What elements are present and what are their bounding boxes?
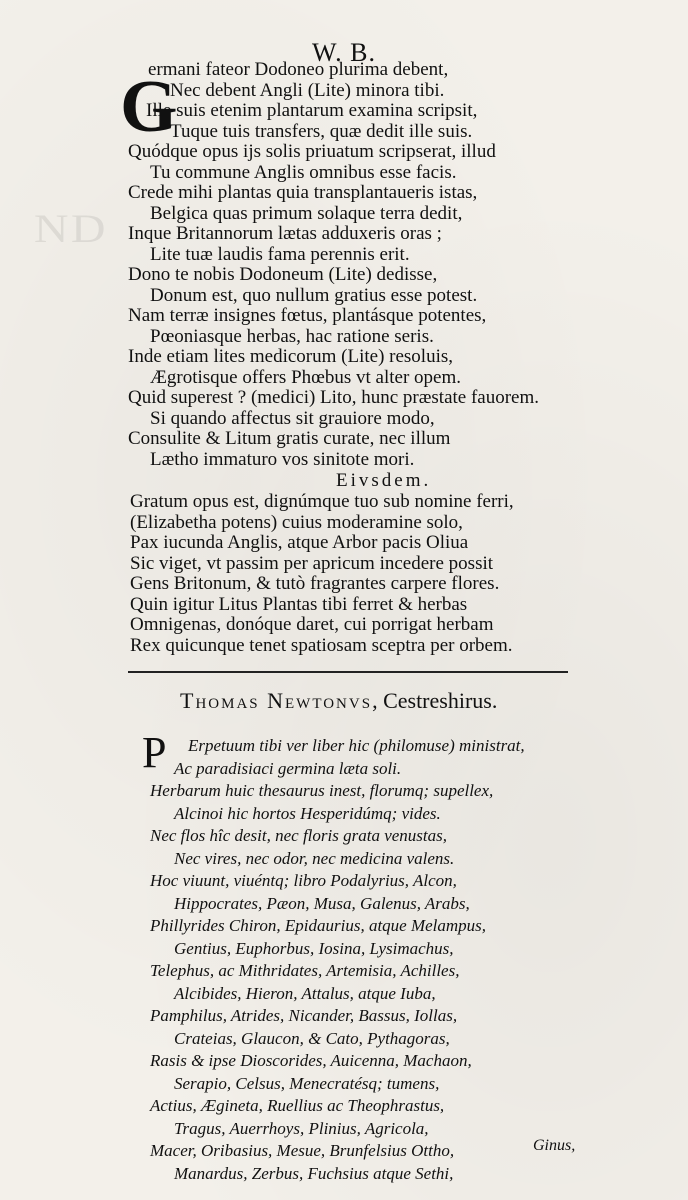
poem-line: Macer, Oribasius, Mesue, Brunfelsius Ottho, [150, 1141, 455, 1160]
poem-line: Actius, Ægineta, Ruellius ac Theophrastus, [150, 1096, 445, 1115]
poem-line: Lætho immaturo vos sinitote mori. [150, 448, 415, 470]
poem-line: Gens Britonum, & tutò fragrantes carpere flores. [130, 573, 500, 594]
poem-line: Belgica quas primum solaque terra dedit, [150, 202, 463, 224]
poem-line: Crateias, Glaucon, & Cato, Pythagoras, [174, 1028, 450, 1048]
poem-line: Pamphilus, Atrides, Nicander, Bassus, Iollas, [150, 1006, 458, 1025]
poem-line: Herbarum huic thesaurus inest, florumq; supellex, [150, 781, 494, 800]
section-divider [128, 671, 568, 673]
poem-line: Ægrotisque offers Phœbus vt alter opem. [150, 366, 461, 388]
poem-line-text: ermani fateor Dodoneo plurima debent, [148, 59, 449, 80]
poem-line: Gentius, Euphorbus, Iosina, Lysimachus, [174, 938, 454, 958]
poem-line: Rasis & ipse Dioscorides, Auicenna, Machaon, [150, 1051, 472, 1070]
poem-line: Alcinoi hic hortos Hesperidúmq; vides. [174, 803, 441, 823]
poem-line: Serapio, Celsus, Menecratésq; tumens, [174, 1073, 440, 1093]
catchword: Ginus, [533, 1137, 576, 1154]
drop-cap: P [142, 728, 167, 777]
poem-line: Donum est, quo nullum gratius esse potest. [150, 284, 478, 306]
poem-line: Pax iucunda Anglis, atque Arbor pacis Oliua [130, 532, 469, 553]
poem-line: Hippocrates, Pæon, Musa, Galenus, Arabs, [174, 893, 470, 913]
poem-line: Alcibides, Hieron, Attalus, atque Iuba, [174, 983, 436, 1003]
poem-line: Rex quicunque tenet spatiosam sceptra per orbem. [130, 634, 513, 656]
poem-line: Inde etiam lites medicorum (Lite) resoluis, [128, 346, 454, 367]
poem-line: Quid superest ? (medici) Lito, hunc præstate fauorem. [128, 387, 540, 408]
page-heading: W. B. [312, 38, 376, 67]
poem-line: (Elizabetha potens) cuius moderamine solo, [130, 511, 463, 533]
poem-line: Hoc viuunt, viuéntq; libro Podalyrius, Alcon, [150, 871, 457, 890]
poem-newton [142, 728, 660, 1185]
poem-line: Nec flos hîc desit, nec floris grata venustas, [150, 826, 447, 845]
author-place: , Cestreshirus. [372, 688, 498, 713]
poem-line: Lite tuæ laudis fama perennis erit. [150, 243, 410, 265]
author-heading [180, 688, 497, 714]
poem-line: Omnigenas, donóque daret, cui porrigat herbam [130, 614, 494, 635]
poem-line: Gratum opus est, dignúmque tuo sub nomine ferri, [130, 491, 514, 512]
poem-line: Nec debent Angli (Lite) minora tibi. [170, 79, 445, 101]
drop-cap: G [120, 66, 178, 148]
poem-line: Tragus, Auerrhoys, Plinius, Agricola, [174, 1118, 429, 1138]
poem-line: Inque Britannorum lætas adduxeris oras ; [128, 223, 442, 244]
poem-line: Nec vires, nec odor, nec medicina valens. [174, 848, 455, 868]
poem-line: Consulite & Litum gratis curate, nec illum [128, 428, 451, 449]
poem-eiusdem [130, 492, 650, 656]
poem-line: Crede mihi plantas quia transplantaueris istas, [128, 182, 478, 203]
poem-line: Dono te nobis Dodoneum (Lite) dedisse, [128, 264, 438, 285]
poem-line: Nam terræ insignes fœtus, plantásque potentes, [128, 305, 487, 326]
poem-line: Manardus, Zerbus, Fuchsius atque Sethi, [174, 1163, 454, 1183]
poem-line: Quódque opus ijs solis priuatum scripserat, illud [128, 141, 496, 162]
poem-line: Pœoniasque herbas, hac ratione seris. [150, 325, 434, 347]
poem-line: Ille suis etenim plantarum examina scripsit, [146, 100, 478, 121]
poem-line: Si quando affectus sit grauiore modo, [150, 407, 435, 429]
author-name: Thomas Newtonvs [180, 688, 373, 713]
poem-line: Telephus, ac Mithridates, Artemisia, Achilles, [150, 961, 460, 980]
bleed-through-text: ND [33, 206, 108, 251]
poem-line: Sic viget, vt passim per apricum incedere possit [130, 552, 494, 574]
poem-line: Tuque tuis transfers, quæ dedit ille suis. [170, 120, 473, 142]
poem-line: Ac paradisiaci germina læta soli. [174, 758, 402, 778]
poem-line: Quin igitur Litus Plantas tibi ferret & herbas [130, 593, 468, 615]
poem-wb [120, 59, 648, 491]
section-heading: Eivsdem. [336, 470, 432, 491]
poem-line-text: Erpetuum tibi ver liber hic (philomuse) ministrat, [188, 736, 525, 755]
poem-line: Tu commune Anglis omnibus esse facis. [150, 161, 457, 183]
poem-line: Phillyrides Chiron, Epidaurius, atque Melampus, [150, 916, 487, 935]
